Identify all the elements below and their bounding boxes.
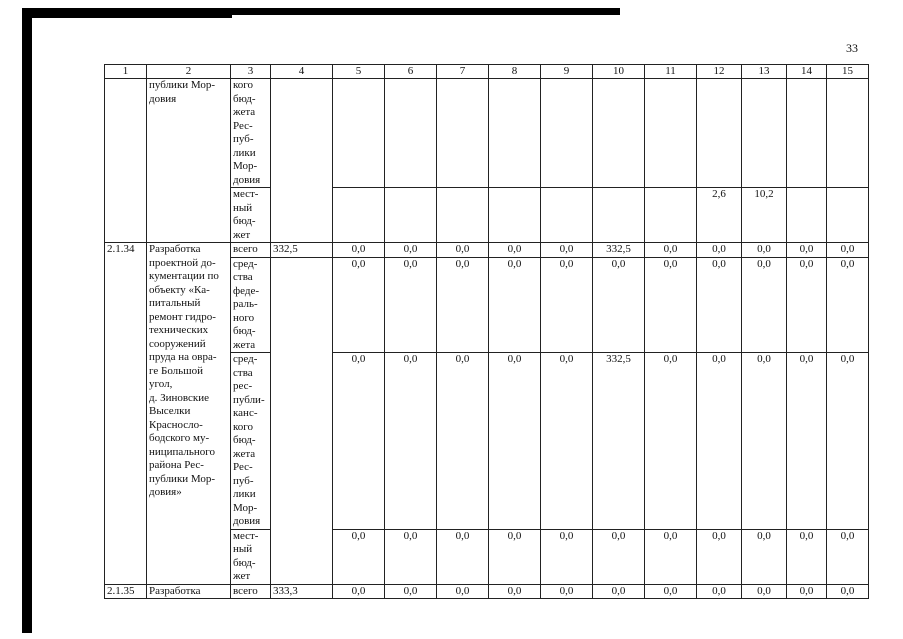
value-cell: 0,0 [541,257,593,353]
value-cell: 0,0 [645,257,697,353]
value-cell: 0,0 [437,243,489,258]
funding-source-cell-line: жет [233,570,251,582]
column-header: 5 [333,65,385,79]
funding-source-cell-line: ный [233,201,253,214]
value-cell: 0,0 [333,353,385,530]
value-cell: 0,0 [697,257,742,353]
value-cell: 0,0 [333,243,385,258]
value-cell [827,79,869,188]
activity-name-cell-line: технических [149,324,209,336]
value-cell [697,79,742,188]
table-body [105,65,869,599]
value-cell: 0,0 [489,257,541,353]
activity-name-cell-line: бодского му- [149,432,210,444]
funding-source-cell-line: бюд- [233,215,256,227]
funding-source-cell-line: мест- [233,529,259,542]
funding-source-cell-line: феде- [233,284,260,297]
value-cell: 0,0 [827,243,869,258]
value-cell: 0,0 [385,243,437,258]
activity-name-cell: Разработка [147,584,231,599]
activity-name-cell-line: довия» [149,486,182,498]
value-cell [827,188,869,243]
value-cell [333,188,385,243]
funding-source-cell-line: ства [233,271,253,283]
column-header: 12 [697,65,742,79]
activity-name-cell [147,243,231,585]
value-cell: 332,5 [593,243,645,258]
value-cell: 0,0 [593,529,645,584]
funding-source-cell-line: Мор- [233,501,258,514]
value-cell: 0,0 [697,529,742,584]
funding-source-cell [231,353,271,530]
funding-source-cell-line: жета [233,106,256,118]
activity-name-cell-line: Разработка [149,243,201,255]
funding-source-cell-line: бюд- [233,92,256,105]
value-cell [541,188,593,243]
value-cell: 0,0 [541,584,593,599]
funding-source-cell-line: Мор- [233,160,258,172]
funding-source-cell [231,188,271,243]
value-cell: 0,0 [827,257,869,353]
value-cell: 0,0 [437,353,489,530]
value-cell [787,188,827,243]
value-cell [742,79,787,188]
funding-source-cell-line: бюд- [233,556,256,569]
value-cell: 0,0 [333,584,385,599]
funding-source-cell-line: мест- [233,188,259,200]
total-cell: 332,5 [271,243,333,258]
activity-name-cell-line: публики Мор- [149,79,216,91]
activity-name-cell-line: довия [149,92,177,105]
value-cell [787,79,827,188]
funding-source-cell-line: лики [233,146,256,159]
funding-source-cell-line: Рес- [233,119,253,132]
funding-source-cell-line: жет [233,228,251,241]
funding-source-cell-line: лики [233,488,256,500]
funding-source-cell-line: ного [233,311,255,324]
value-cell: 0,0 [787,257,827,353]
budget-table [104,64,869,599]
activity-name-cell-line: угол, [149,378,173,390]
column-header: 10 [593,65,645,79]
funding-source-cell-line: довия [233,515,261,527]
value-cell: 0,0 [489,529,541,584]
value-cell: 0,0 [697,584,742,599]
value-cell: 332,5 [593,353,645,530]
value-cell [437,188,489,243]
value-cell: 2,6 [697,188,742,243]
funding-source-cell-line: ства [233,366,253,379]
funding-source-cell-line: довия [233,173,261,186]
column-header: 3 [231,65,271,79]
value-cell: 0,0 [787,529,827,584]
value-cell: 0,0 [742,584,787,599]
value-cell [385,188,437,243]
value-cell: 0,0 [697,243,742,258]
activity-name-cell-line: проектной до- [149,256,216,269]
value-cell: 0,0 [593,584,645,599]
value-cell: 0,0 [742,353,787,530]
value-cell: 0,0 [541,243,593,258]
column-header: 11 [645,65,697,79]
activity-name-cell-line: ге Большой [149,364,204,377]
funding-source-cell: всего [231,584,271,599]
scan-edge-top-shadow [22,15,232,18]
value-cell: 0,0 [333,257,385,353]
scan-edge-top [22,8,620,15]
value-cell: 0,0 [437,529,489,584]
funding-source-cell-line: ный [233,543,253,555]
value-cell [593,188,645,243]
value-cell: 0,0 [787,353,827,530]
total-cell [271,79,333,243]
value-cell: 0,0 [333,529,385,584]
funding-source-cell [231,257,271,353]
activity-name-cell-line: Краснослo- [149,418,203,431]
funding-source-cell-line: жета [233,447,256,460]
funding-source-cell-line: кого [233,79,254,91]
value-cell: 0,0 [742,243,787,258]
activity-name-cell-line: кументации по [149,270,219,282]
funding-source-cell-line: сред- [233,257,258,270]
value-cell: 0,0 [827,584,869,599]
value-cell: 0,0 [437,257,489,353]
table-row [105,243,869,258]
funding-source-cell-line: публи- [233,393,265,406]
value-cell: 0,0 [385,353,437,530]
column-header: 1 [105,65,147,79]
value-cell [489,188,541,243]
funding-source-cell-line: жета [233,338,256,351]
value-cell: 0,0 [742,529,787,584]
page-number: 33 [846,41,858,55]
value-cell: 0,0 [385,529,437,584]
value-cell: 0,0 [385,257,437,353]
activity-name-cell-line: объекту «Ка- [149,283,210,296]
value-cell [593,79,645,188]
value-cell: 0,0 [742,257,787,353]
funding-source-cell-line: бюд- [233,434,256,446]
funding-source-cell [231,529,271,584]
column-header: 14 [787,65,827,79]
funding-source-cell-line: рес- [233,380,253,392]
funding-source-cell-line: канс- [233,407,258,419]
column-header: 7 [437,65,489,79]
value-cell: 0,0 [645,353,697,530]
value-cell [645,188,697,243]
column-header: 6 [385,65,437,79]
value-cell: 0,0 [827,529,869,584]
row-code-cell [105,79,147,243]
value-cell: 0,0 [827,353,869,530]
column-header: 2 [147,65,231,79]
value-cell [489,79,541,188]
table-row [105,584,869,599]
funding-source-cell [231,79,271,188]
column-header: 4 [271,65,333,79]
funding-source-cell-line: раль- [233,298,258,310]
value-cell: 0,0 [645,243,697,258]
funding-source-cell-line: пуб- [233,474,254,487]
row-code-cell: 2.1.34 [105,243,147,585]
value-cell [385,79,437,188]
value-cell: 0,0 [593,257,645,353]
value-cell: 0,0 [645,529,697,584]
value-cell: 0,0 [437,584,489,599]
scan-edge-left [22,8,32,633]
value-cell [437,79,489,188]
activity-name-cell-line: публики Мор- [149,472,216,485]
value-cell: 0,0 [489,584,541,599]
header-row [105,65,869,79]
activity-name-cell-line: д. Зиновские [149,391,210,404]
activity-name-cell-line: ремонт гидро- [149,310,216,323]
activity-name-cell-line: сооружений [149,337,206,350]
funding-source-cell: всего [231,243,271,258]
funding-source-cell-line: Рес- [233,461,253,473]
column-header: 15 [827,65,869,79]
total-cell [271,257,333,584]
value-cell: 0,0 [489,243,541,258]
funding-source-cell-line: бюд- [233,325,256,337]
funding-source-cell-line: кого [233,420,254,433]
value-cell: 0,0 [645,584,697,599]
value-cell: 0,0 [541,353,593,530]
table-row [105,79,869,188]
column-header: 9 [541,65,593,79]
activity-name-cell-line: пруда на овра- [149,351,217,363]
row-code-cell: 2.1.35 [105,584,147,599]
activity-name-cell [147,79,231,243]
value-cell: 0,0 [385,584,437,599]
value-cell: 0,0 [787,243,827,258]
value-cell: 0,0 [787,584,827,599]
total-cell: 333,3 [271,584,333,599]
value-cell [645,79,697,188]
value-cell: 0,0 [697,353,742,530]
funding-source-cell-line: пуб- [233,133,254,145]
value-cell [541,79,593,188]
value-cell: 10,2 [742,188,787,243]
value-cell: 0,0 [541,529,593,584]
funding-source-cell-line: сред- [233,353,258,365]
value-cell [333,79,385,188]
value-cell: 0,0 [489,353,541,530]
activity-name-cell-line: Выселки [149,405,191,417]
activity-name-cell-line: района Рес- [149,459,204,471]
activity-name-cell-line: ниципального [149,445,216,458]
column-header: 8 [489,65,541,79]
activity-name-cell-line: питальный [149,297,201,309]
column-header: 13 [742,65,787,79]
